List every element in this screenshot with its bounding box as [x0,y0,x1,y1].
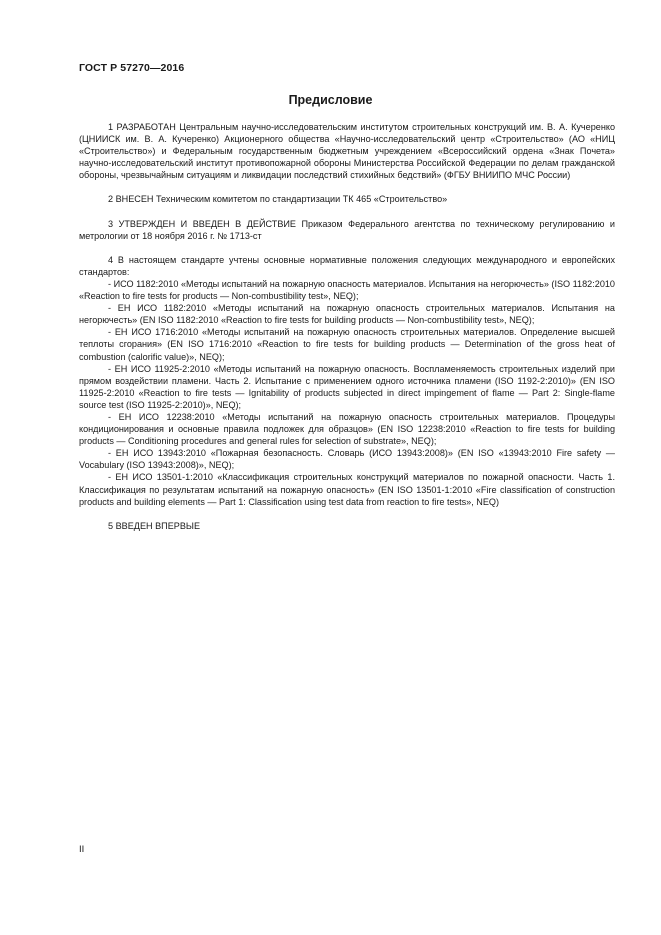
paragraph-submitted-by: 2 ВНЕСЕН Техническим комитетом по стандартизации ТК 465 «Строительство» [108,194,448,205]
list-item: - ЕН ИСО 13943:2010 «Пожарная безопасность. Словарь (ИСО 13943:2008)» (EN ISO «13943:2010 Fire safety — Vocabulary (ISO 13943:2008)», NEQ); [79,448,615,471]
foreword-body [79,121,615,532]
list-item: - ЕН ИСО 12238:2010 «Методы испытаний на пожарную опасность строительных материалов. Процедуры кондиционирования и основные правила подложек для образцов» (EN ISO 12238:2010 «Reaction to fire tests for building products — Conditioning procedures and general rules for selection of substrate», NEQ); [79,411,615,447]
list-item: - ЕН ИСО 1182:2010 «Методы испытаний на пожарную опасность строительных материалов. Испытания на негорючесть» (EN ISO 1182:2010 «Reaction to fire tests for building products — Non-combustibility test», NEQ); [79,303,615,326]
list-item: - ЕН ИСО 11925-2:2010 «Методы испытаний на пожарную опасность. Воспламеняемость строительных изделий при прямом воздействии пламени. Часть 2. Испытание с применением одного источника пламени (ISO 1192-2:2010)» (EN ISO 11925-2:2010 «Reaction to fire tests — Ignitability of products subjected in direct impingement of flame — Part 2: Single-flame source test (ISO 11925-2:2010)», NEQ); [79,363,615,410]
paragraph-standards-intro: 4 В настоящем стандарте учтены основные нормативные положения следующих международного и европейских стандартов: [79,254,615,277]
list-item: - ЕН ИСО 1716:2010 «Методы испытаний на пожарную опасность строительных материалов. Определение высшей теплоты сгорания» (EN ISO 1716:2010 «Reaction to fire tests for building products — Determination of the gross heat of combustion (calorific value)», NEQ); [79,327,615,362]
paragraph-developed-by: 1 РАЗРАБОТАН Центральным научно-исследовательским институтом строительных конструкций им. В. А. Кучеренко (ЦНИИСК им. В. А. Кучеренко) Акционерного общества «Научно-исследовательский центр «Строительство» (АО «НИЦ «Строительство») и Федеральным государственным бюджетным учреждением «Всероссийский ордена «Знак Почета» научно-исследовательский институт противопожарной обороны Министерства Российской Федерации по делам гражданской обороны, чрезвычайным ситуациям и ликвидации последствий стихийных бедствий» (ФГБУ ВНИИПО МЧС России) [79,122,615,181]
list-item: - ИСО 1182:2010 «Методы испытаний на пожарную опасность материалов. Испытания на негорючесть» (ISO 1182:2010 «Reaction to fire tests for products — Non-combustibility test», NEQ); [79,278,615,302]
paragraph-introduced-first: 5 ВВЕДЕН ВПЕРВЫЕ [108,520,201,531]
page-title: Предисловие [288,93,373,107]
standard-code: ГОСТ Р 57270—2016 [79,62,185,74]
paragraph-approved: 3 УТВЕРЖДЕН И ВВЕДЕН В ДЕЙСТВИЕ Приказом Федерального агентства по техническому регулированию и метрологии от 18 ноября 2016 г. № 1713-ст [79,218,615,241]
page-number: II [79,844,85,855]
list-item: - ЕН ИСО 13501-1:2010 «Классификация строительных конструкций материалов по пожарной опасности. Часть 1. Классификация по результатам испытаний на пожарную опасность» (EN ISO 13501-1:2010 «Fire classification of construction products and building elements — Part 1: Classification using test data from reaction to fire tests», NEQ) [79,472,615,507]
